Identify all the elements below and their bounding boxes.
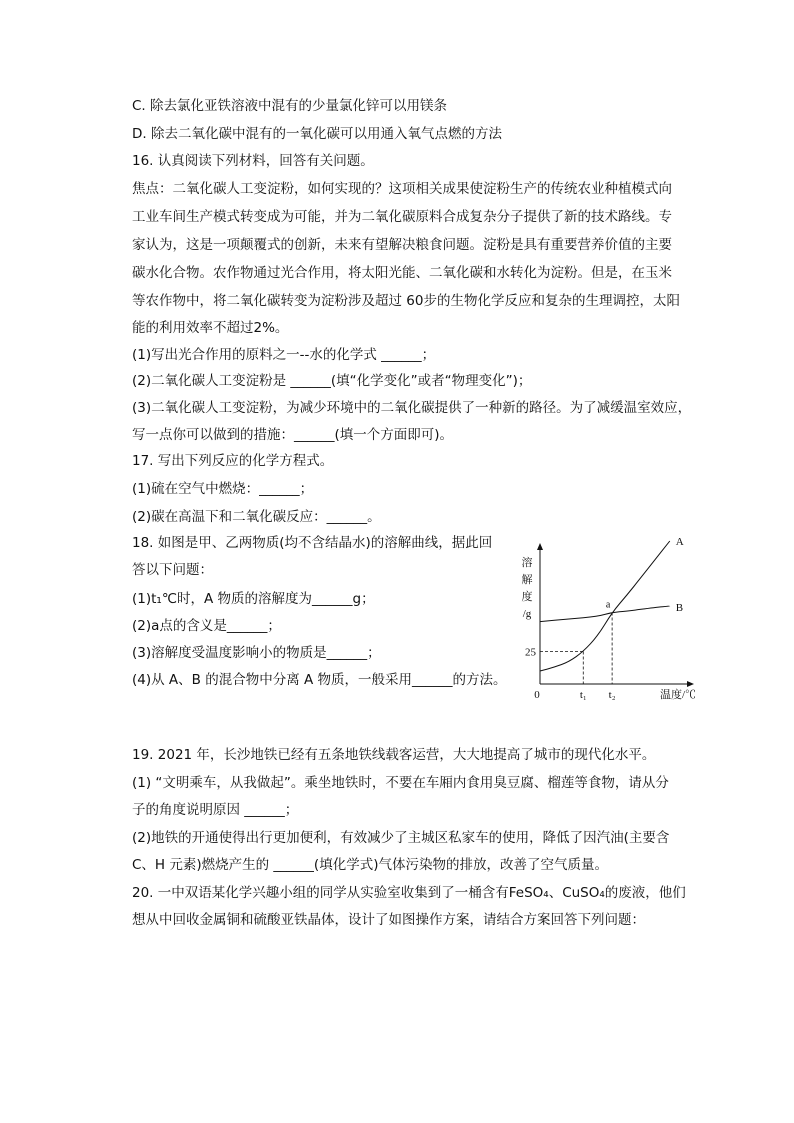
question-18-1: (1)t₁℃时，A 物质的溶解度为______g； <box>132 591 375 607</box>
plot-area <box>522 538 684 701</box>
passage-line: 等农作物中，将二氧化碳转变为淀粉涉及超过 60步的生物化学反应和复杂的生理调控，太阳 <box>132 293 680 309</box>
y-axis-label-char: /g <box>522 608 532 620</box>
y-tick-label: 25 <box>525 646 536 659</box>
option-d: D. 除去二氧化碳中混有的一氧化碳可以用通入氧气点燃的方法 <box>132 126 502 142</box>
question-19-2-cont: C、H 元素)燃烧产生的 ______(填化学式)气体污染物的排放，改善了空气质量。 <box>132 857 608 873</box>
series-label-A: A <box>675 538 684 548</box>
passage-line: 能的利用效率不超过2%。 <box>132 320 289 336</box>
passage-line: 焦点：二氧化碳人工变淀粉，如何实现的？这项相关成果使淀粉生产的传统农业种植模式向 <box>132 181 672 197</box>
origin-label: 0 <box>534 689 540 701</box>
question-16: 16. 认真阅读下列材料，回答有关问题。 <box>132 153 374 169</box>
question-19-1-cont: 子的角度说明原因 ______； <box>132 802 299 818</box>
option-c: C. 除去氯化亚铁溶液中混有的少量氯化锌可以用镁条 <box>132 98 448 114</box>
question-20-cont: 想从中回收金属铜和硫酸亚铁晶体，设计了如图操作方案，请结合方案回答下列问题： <box>132 912 645 928</box>
question-19-1: (1) “文明乘车，从我做起”。乘坐地铁时，不要在车厢内食用臭豆腐、榴莲等食物，请从分 <box>132 775 669 791</box>
question-18-2: (2)a点的含义是______； <box>132 618 281 634</box>
series-label-B: B <box>675 602 684 614</box>
question-16-1: (1)写出光合作用的原料之一--水的化学式 ______； <box>132 347 436 363</box>
intersection-point-label: a <box>605 599 611 611</box>
question-16-3: (3)二氧化碳人工变淀粉，为减少环境中的二氧化碳提供了一种新的路径。为了减缓温室效应， <box>132 400 692 416</box>
question-17: 17. 写出下列反应的化学方程式。 <box>132 453 334 469</box>
passage-line: 家认为，这是一项颠覆式的创新，未来有望解决粮食问题。淀粉是具有重要营养价值的主要 <box>132 237 672 253</box>
question-17-2: (2)碳在高温下和二氧化碳反应：______。 <box>132 509 381 525</box>
question-19: 19. 2021 年，长沙地铁已经有五条地铁线载客运营，大大地提高了城市的现代化水平。 <box>132 747 656 763</box>
y-axis-label-char: 度 <box>521 591 533 603</box>
passage-line: 工业车间生产模式转变成为可能，并为二氧化碳原料合成复杂分子提供了新的技术路线。专 <box>132 209 672 225</box>
y-axis-label <box>522 555 533 620</box>
y-axis-label-char: 解 <box>521 574 533 586</box>
x-tick-label: t₁ <box>579 689 587 701</box>
passage-line: 碳水化合物。农作物通过光合作用，将太阳光能、二氧化碳和水转化为淀粉。但是，在玉米 <box>132 265 672 281</box>
question-18-4: (4)从 A、B 的混合物中分离 A 物质，一般采用______的方法。 <box>132 672 507 688</box>
x-axis-label: 温度/℃ <box>660 689 697 701</box>
question-18-cont: 答以下问题： <box>132 562 213 578</box>
solubility-chart <box>515 538 705 703</box>
question-18: 18. 如图是甲、乙两物质(均不含结晶水)的溶解曲线，据此回 <box>132 535 493 551</box>
question-16-2: (2)二氧化碳人工变淀粉是 ______(填“化学变化”或者“物理变化”)； <box>132 373 532 389</box>
question-17-1: (1)硫在空气中燃烧：______； <box>132 481 314 497</box>
question-19-2: (2)地铁的开通使得出行更加便利，有效减少了主城区私家车的使用，降低了因汽油(主要含 <box>132 830 670 846</box>
y-axis-label-char: 溶 <box>521 557 533 569</box>
question-18-3: (3)溶解度受温度影响小的物质是______； <box>132 645 381 661</box>
question-20: 20. 一中双语某化学兴趣小组的同学从实验室收集到了一桶含有FeSO₄、CuSO₄的废液，他们 <box>132 885 686 901</box>
x-tick-label: t₂ <box>608 689 616 701</box>
question-16-3-cont: 写一点你可以做到的措施：______(填一个方面即可)。 <box>132 427 454 443</box>
